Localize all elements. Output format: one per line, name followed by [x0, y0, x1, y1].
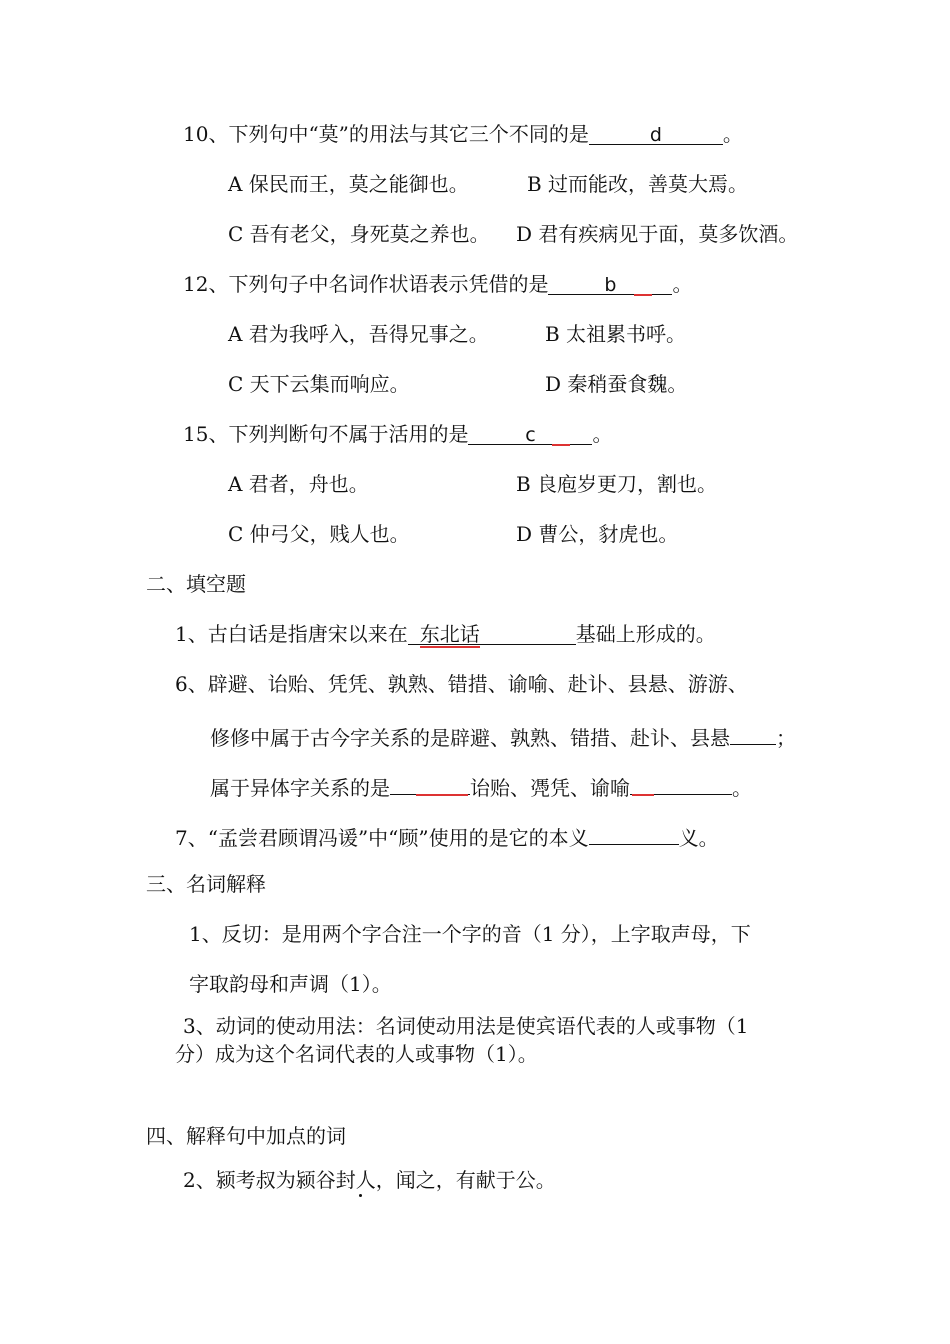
- answer-text: c: [525, 424, 536, 446]
- option-c: C 仲弓父，贱人也。: [228, 522, 410, 546]
- stem-end: 。: [722, 122, 743, 146]
- option-b: B 过而能改，善莫大焉。: [527, 172, 749, 196]
- sentence-2: 2、颍考叔为颍谷封人，闻之，有献于公。: [183, 1168, 556, 1192]
- fill-6-line2: [210, 720, 796, 752]
- question-stem: 12、下列句子中名词作状语表示凭借的是: [183, 272, 549, 296]
- option-c: C 天下云集而响应。: [228, 372, 410, 396]
- red-underline: [416, 794, 468, 796]
- option-d: D 秦稍蚕食魏。: [545, 372, 688, 396]
- question-stem: 10、下列句中“莫”的用法与其它三个不同的是: [183, 122, 589, 146]
- fill-text: ；: [776, 726, 796, 750]
- answer-blank: [390, 770, 470, 795]
- fill-text: 属于异体字关系的是: [210, 776, 390, 800]
- fill-1-line: [175, 620, 716, 648]
- fill-text: 修修中属于古今字关系的是辟避、孰熟、错措、赴讣、县悬: [210, 726, 730, 750]
- answer-blank: [730, 720, 776, 745]
- stem-end: 。: [592, 422, 613, 446]
- answer-text: b: [604, 274, 617, 296]
- option-d: D 君有疾病见于面，莫多饮酒。: [516, 222, 799, 246]
- option-b: B 良庖岁更刀，割也。: [516, 472, 718, 496]
- emphasis-dot: [359, 1194, 362, 1197]
- fill-7-line: [175, 820, 719, 852]
- fill-text: 1、古白话是指唐宋以来在: [175, 622, 408, 646]
- term-3-line1: 3、动词的使动用法：名词使动用法是使宾语代表的人或事物（1: [183, 1014, 749, 1038]
- section-title: 三、名词解释: [146, 872, 266, 896]
- fill-text: 。: [732, 776, 752, 800]
- fill-6-line3: [210, 770, 752, 802]
- answer-blank: [408, 620, 576, 645]
- option-b: B 太祖累书呼。: [545, 322, 687, 346]
- option-d: D 曹公，豺虎也。: [516, 522, 679, 546]
- option-c: C 吾有老父，身死莫之养也。: [228, 222, 490, 246]
- q15-stem-line: [183, 420, 612, 448]
- red-underline: [552, 444, 570, 446]
- red-underline: [632, 794, 654, 796]
- section-title: 二、填空题: [146, 572, 246, 596]
- fill-text: 7、“孟尝君顾谓冯谖”中“顾”使用的是它的本义: [175, 826, 589, 850]
- option-a: A 君者，舟也。: [228, 472, 369, 496]
- answer-blank: [589, 820, 679, 845]
- answer-blank: [548, 270, 672, 295]
- red-underline: [634, 294, 652, 296]
- fill-text: 义。: [678, 826, 719, 850]
- fill-text: 基础上形成的。: [575, 622, 716, 646]
- q10-stem-line: [183, 120, 743, 148]
- option-a: A 保民而王，莫之能御也。: [228, 172, 469, 196]
- term-3-line2: 分）成为这个名词代表的人或事物（1）。: [175, 1042, 538, 1066]
- term-1-line2: 字取韵母和声调（1）。: [189, 972, 392, 996]
- answer-text: 东北话: [419, 622, 480, 646]
- answer-text: 诒贻、凴凭、谕喻: [470, 776, 630, 800]
- answer-blank: [630, 770, 732, 795]
- answer-blank: [468, 420, 592, 445]
- q12-stem-line: [183, 270, 692, 298]
- option-a: A 君为我呼入，吾得兄事之。: [228, 322, 489, 346]
- stem-end: 。: [672, 272, 693, 296]
- term-1-line1: 1、反切：是用两个字合注一个字的音（1 分），上字取声母，下: [189, 922, 751, 946]
- section-title: 四、解释句中加点的词: [146, 1124, 346, 1148]
- answer-text: d: [649, 124, 662, 146]
- fill-6-line1: 6、辟避、诒贻、凭凭、孰熟、错措、谕喻、赴讣、县悬、游游、: [175, 672, 748, 696]
- answer-blank: [589, 120, 723, 145]
- question-stem: 15、下列判断句不属于活用的是: [183, 422, 469, 446]
